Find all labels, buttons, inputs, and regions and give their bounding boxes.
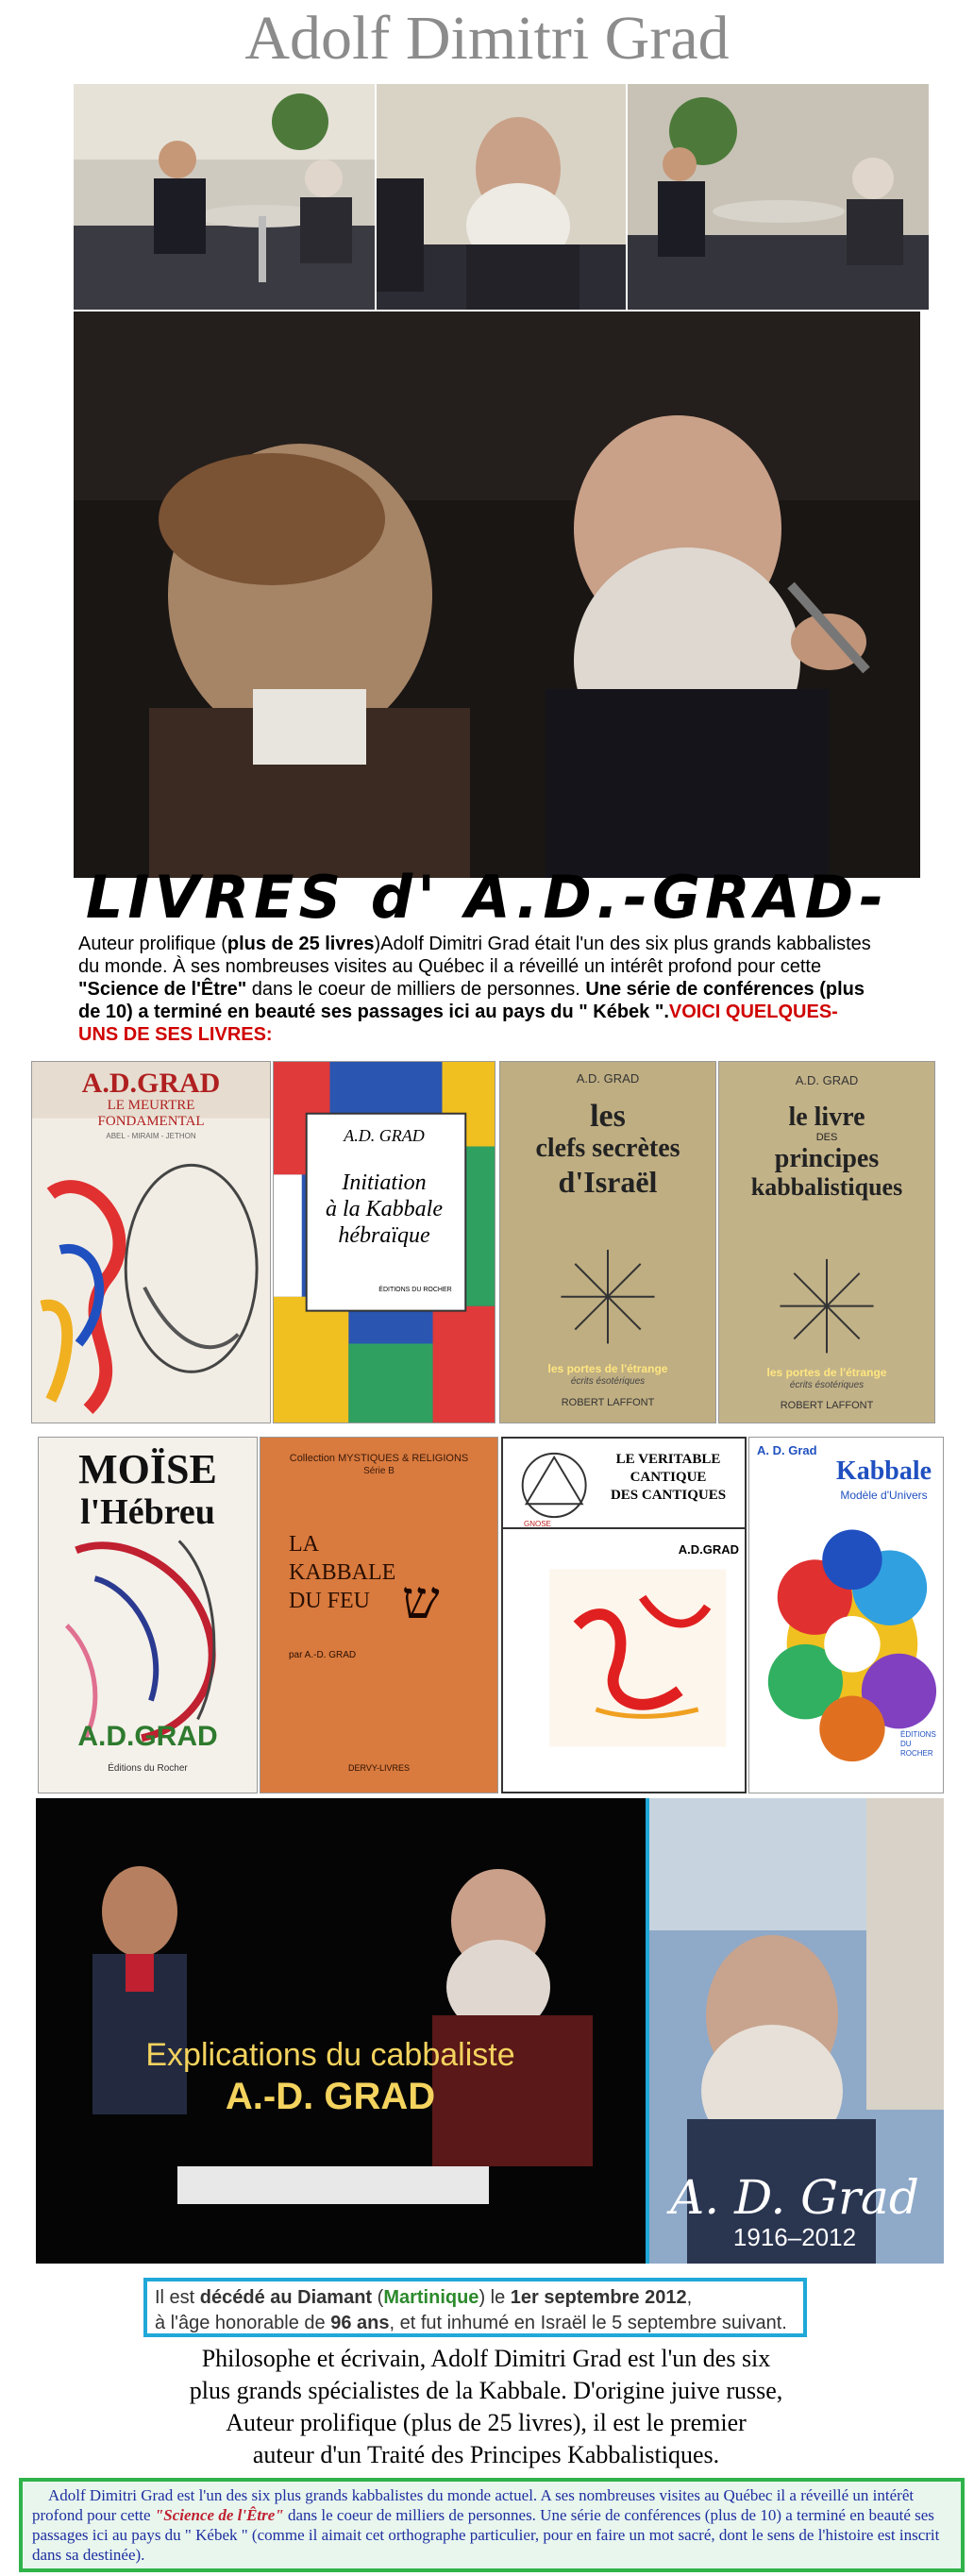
book-2-title-line1: Initiation [342,1170,427,1195]
book-8-publisher: ÉDITIONS DU ROCHER [900,1730,936,1758]
book-cover-kabbale-du-feu [260,1437,498,1793]
death-text-2: ( [372,2287,384,2308]
book-4-title-line2: DES [815,1132,838,1143]
book-2-publisher: ÉDITIONS DU ROCHER [378,1287,452,1293]
book-2-author: A.D. GRAD [344,1126,425,1145]
books-heading: LIVRES d' A.D.-GRAD- [85,863,889,932]
death-text-1: Il est [155,2287,200,2308]
portrait-signature: A. D. Grad [670,2170,919,2225]
kebek-summary-box [19,2478,965,2572]
death-bold-1: décédé au Diamant [199,2287,373,2308]
tv-interview-main-photo [74,311,920,878]
book-3-title-line1: les [590,1099,626,1134]
book-cover-livre-principes [718,1061,935,1423]
book-cover-kabbale-modele-univers [748,1437,944,1793]
book-3-title-line3: d'Israël [558,1165,658,1199]
book-6-title-line2: KABBALE [289,1560,396,1585]
book-3-publisher: ROBERT LAFFONT [561,1397,655,1408]
book-7-title-line2: CANTIQUE [630,1470,707,1485]
book-5-author: A.D.GRAD [77,1721,218,1752]
book-2-title-line2: à la Kabbale [326,1197,443,1221]
bio-line-2: plus grands spécialistes de la Kabbale. D'origine juive russe, [189,2377,783,2404]
book-7-title-line1: LE VERITABLE [615,1452,721,1467]
video-caption-line2: A.-D. GRAD [225,2076,436,2117]
book-cover-clefs-secretes [499,1061,716,1423]
summary-text-2: dans le coeur de milliers de personnes. Une série de conférences (plus de 10) a terminé en beauté ses passages ici au pays du " Kébek " (comme il aimait cet orthographe particulier, pour en faire un mot sacré, dont le sens de l'histoire est inscrit dans sa destinée). [32,2506,940,2564]
book-4-title-line3: principes [774,1144,880,1173]
page-title: Adolf Dimitri Grad [244,4,730,73]
bio-line-1: Philosophe et écrivain, Adolf Dimitri Grad est l'un des six [201,2345,771,2372]
book-3-series: les portes de l'étrange [547,1362,668,1375]
book-1-title-line2: FONDAMENTAL [97,1114,205,1129]
book-3-author: A.D. GRAD [576,1071,640,1086]
book-cover-meurtre-fondamental [31,1061,271,1423]
tv-interview-photo-2 [377,84,626,310]
book-6-hebrew-letter: ש [402,1570,440,1631]
book-6-title-line1: LA [289,1532,319,1557]
book-6-series-no: Série B [363,1466,395,1476]
intro-text-2: )Adolf Dimitri Grad était l'un des six plus grands kabbalistes du monde. À ses nombreuses visites au Québec il a réveillé un intérêt profond pour cette [78,934,871,977]
intro-bold-1: plus de 25 livres [227,934,375,954]
death-text-6: , et fut inhumé en Israël le 5 septembre suivant. [389,2313,787,2333]
book-5-publisher: Éditions du Rocher [108,1763,188,1774]
video-caption-line1: Explications du cabbaliste [145,2037,515,2073]
death-text-4: , [686,2287,693,2308]
book-8-author: A. D. Grad [757,1443,817,1457]
portrait-years: 1916–2012 [732,2223,857,2251]
book-8-title-line1: Kabbale [835,1456,932,1486]
book-cover-cantique-des-cantiques [501,1437,747,1793]
book-1-subtitle: ABEL - MIRAIM - JETHON [106,1132,196,1140]
intro-bold-2: "Science de l'Être" [78,979,247,1000]
intro-red-callout: VOICI QUELQUES-UNS DE SES LIVRES: [78,1002,838,1045]
summary-highlight: "Science de l'Être" [154,2506,284,2524]
book-4-title-line4: kabbalistiques [750,1173,903,1201]
book-3-series-sub: écrits ésotériques [570,1376,646,1387]
book-6-collection: Collection MYSTIQUES & RELIGIONS [289,1453,469,1464]
death-age: 96 ans [330,2313,390,2333]
book-3-title-line2: clefs secrètes [535,1134,680,1163]
book-4-series-sub: écrits ésotériques [789,1380,865,1390]
book-7-author: A.D.GRAD [678,1542,739,1557]
book-4-publisher: ROBERT LAFFONT [780,1400,874,1411]
death-place-martinique: Martinique [383,2287,479,2308]
book-1-title-line1: LE MEURTRE [107,1098,195,1113]
book-2-title-line3: hébraïque [338,1223,430,1248]
book-7-title-line3: DES CANTIQUES [610,1488,727,1503]
death-text-3: ) le [479,2287,511,2308]
summary-text-1: Adolf Dimitri Grad est l'un des six plus grands kabbalistes du monde actuel. A ses nombreuses visites au Québec il a réveillé un intérêt profond pour cette [32,2486,915,2524]
book-7-logo: GNOSE [524,1520,551,1528]
book-cover-initiation-kabbale [273,1061,495,1423]
biography-paragraph [104,2343,868,2471]
books-intro [78,933,871,1046]
tv-interview-photo-3 [628,84,929,310]
bio-line-3: Auteur prolifique (plus de 25 livres), il est le premier [226,2409,747,2436]
book-4-title-line1: le livre [788,1103,865,1132]
death-notice-box [143,2278,807,2337]
death-date: 1er septembre 2012 [510,2287,687,2308]
book-1-author: A.D.GRAD [81,1068,221,1099]
book-6-title-line3: DU FEU [289,1589,371,1613]
tv-interview-photo-1 [74,84,375,310]
book-8-title-line2: Modèle d'Univers [840,1489,928,1502]
book-6-byline: par A.-D. GRAD [289,1650,357,1660]
book-cover-moise-hebreu [38,1437,258,1793]
intro-text-3: dans le coeur de milliers de personnes. [246,979,586,1000]
bio-line-4: auteur d'un Traité des Principes Kabbalistiques. [252,2441,720,2468]
book-5-title-line2: l'Hébreu [80,1492,215,1532]
book-4-series: les portes de l'étrange [766,1366,887,1379]
book-5-title-line1: MOÏSE [78,1446,217,1492]
death-text-5: à l'âge honorable de [155,2313,331,2333]
intro-bold-3: Une série de conférences (plus de 10) a terminé en beauté ses passages ici au pays du " Kébek ". [78,979,865,1022]
intro-text-1: Auteur prolifique ( [78,934,227,954]
book-6-publisher: DERVY-LIVRES [347,1763,411,1773]
book-4-author: A.D. GRAD [795,1073,859,1087]
